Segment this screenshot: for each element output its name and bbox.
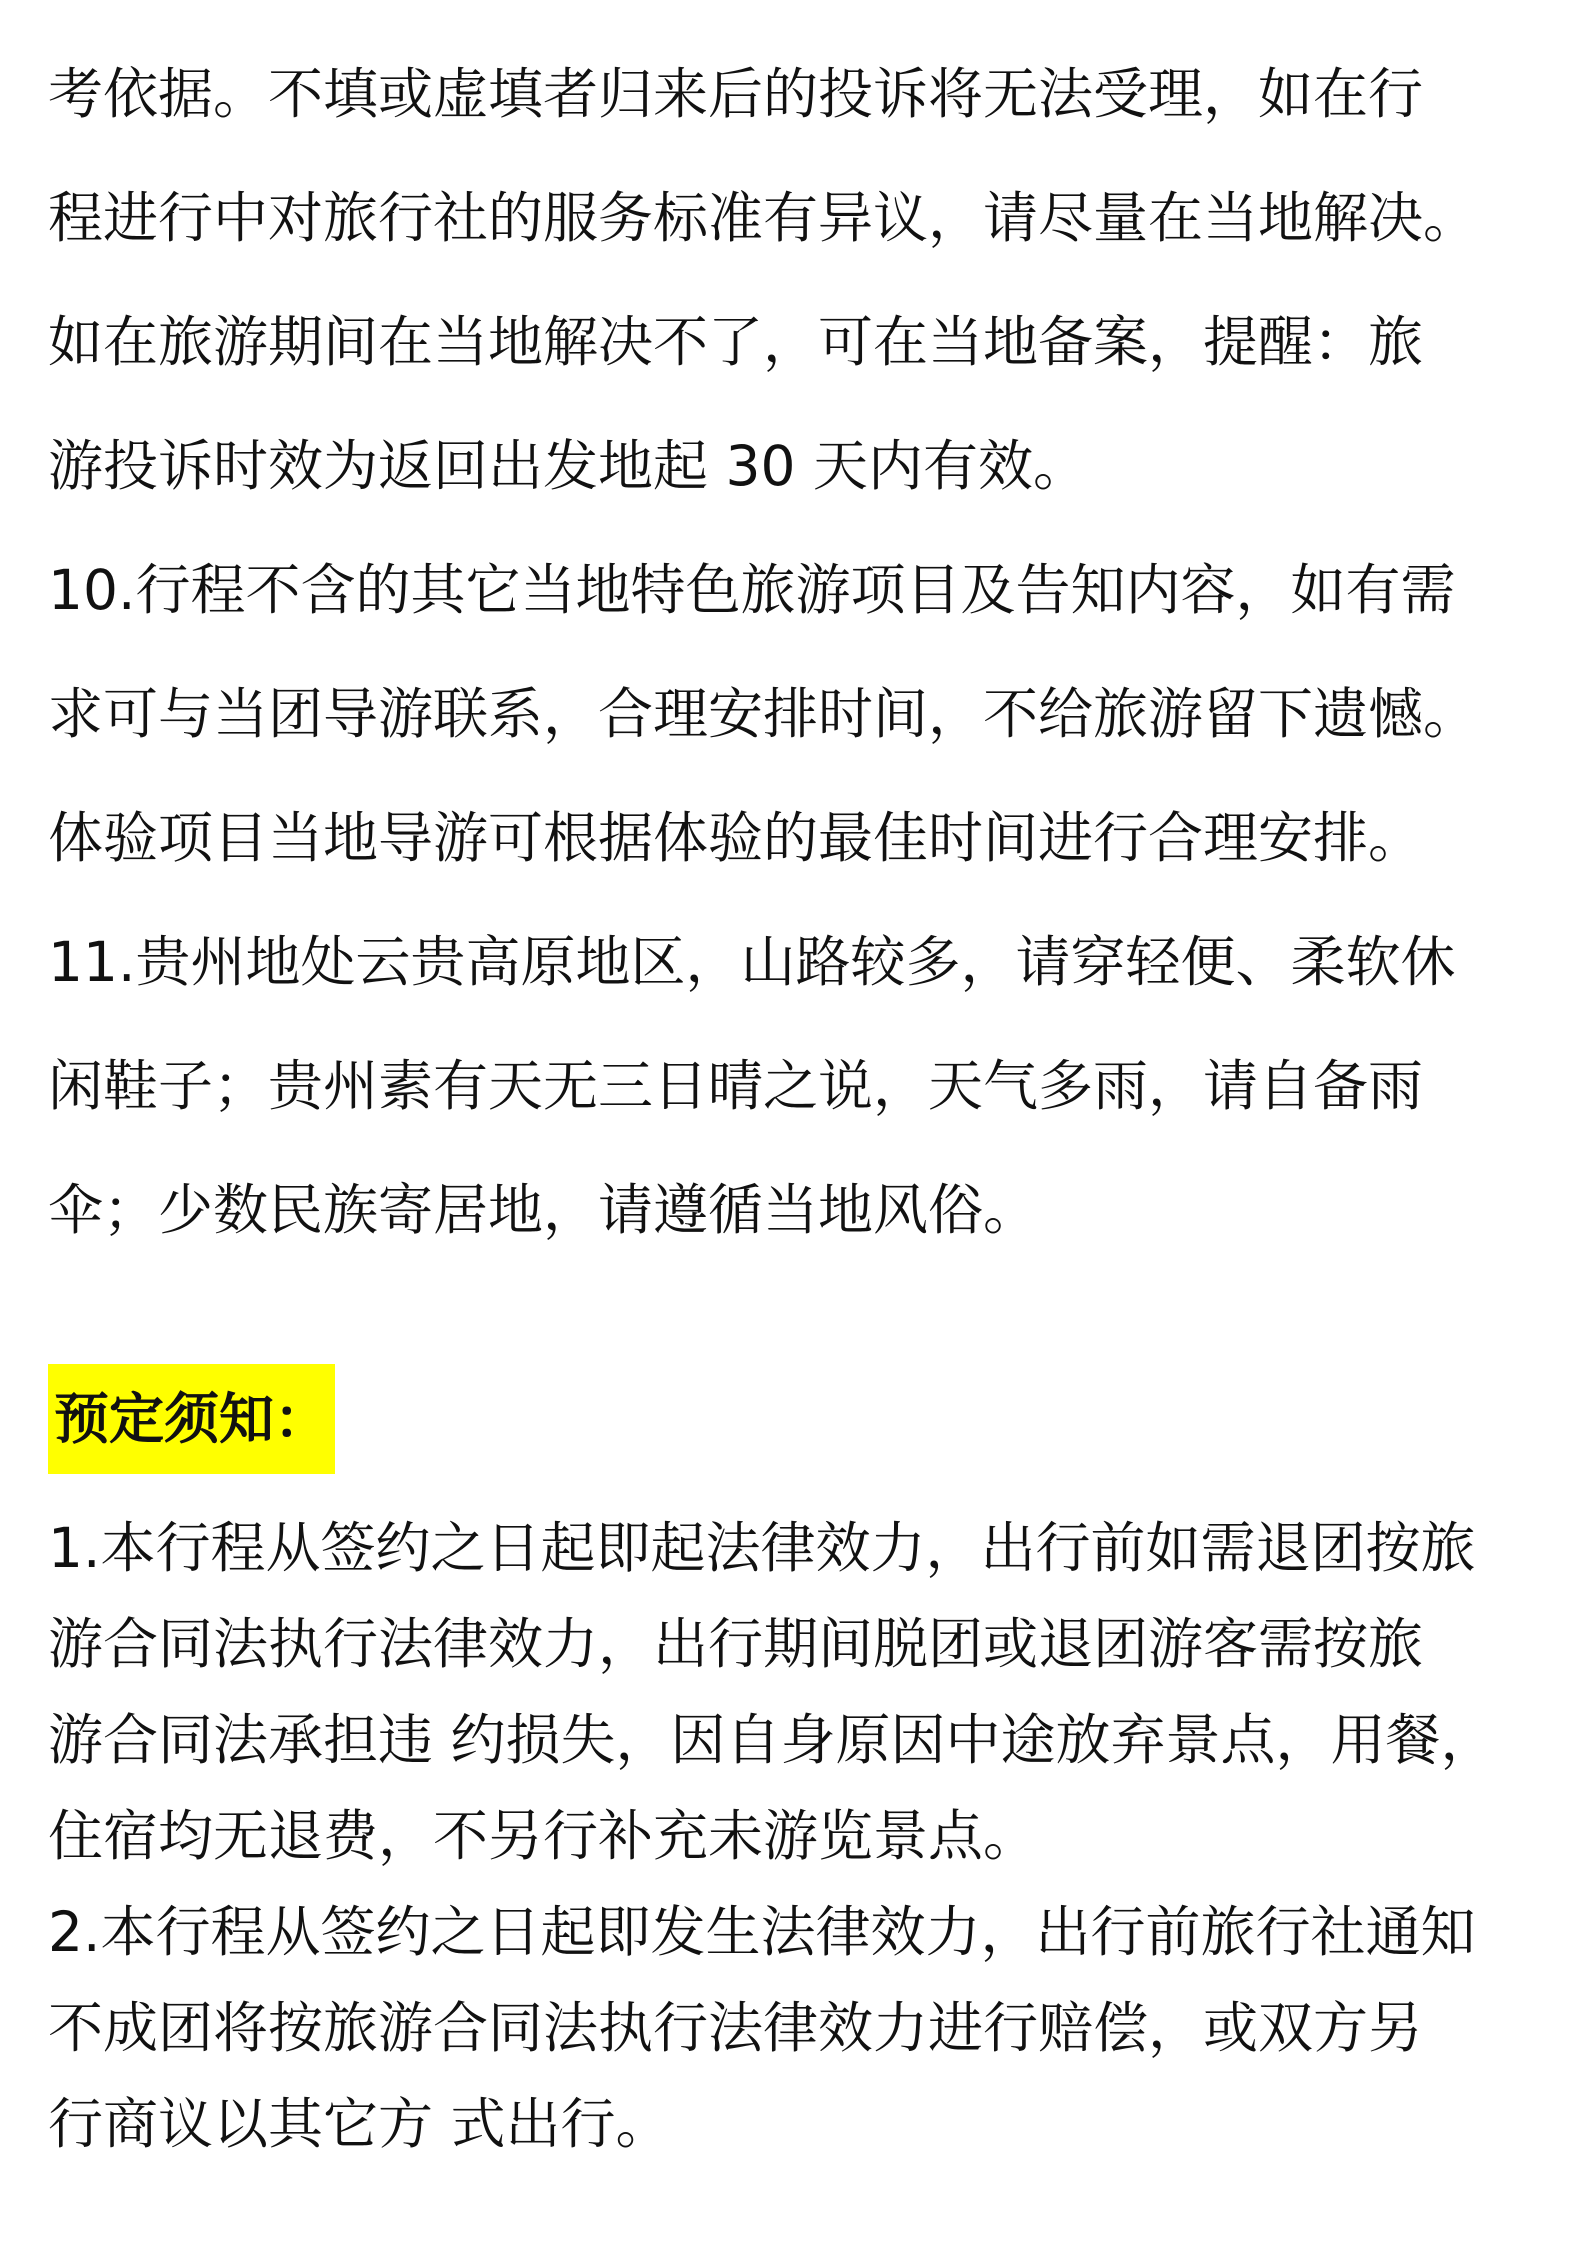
text-line: 不成团将按旅游合同法执行法律效力进行赔偿，或双方另 <box>48 1996 1424 2060</box>
text-line: 住宿均无退费，不另行补充未游览景点。 <box>48 1804 1039 1868</box>
text-line: 10.行程不含的其它当地特色旅游项目及告知内容，如有需 <box>48 558 1456 622</box>
text-line: 伞；少数民族寄居地，请遵循当地风俗。 <box>48 1178 1039 1242</box>
text-line: 考依据。不填或虚填者归来后的投诉将无法受理，如在行 <box>48 62 1424 126</box>
booking-notice-heading: 预定须知： <box>48 1364 335 1474</box>
text-line: 游合同法执行法律效力，出行期间脱团或退团游客需按旅 <box>48 1612 1424 1676</box>
text-line: 游合同法承担违 约损失，因自身原因中途放弃景点，用餐， <box>48 1708 1496 1772</box>
text-line: 体验项目当地导游可根据体验的最佳时间进行合理安排。 <box>48 806 1424 870</box>
text-line: 行商议以其它方 式出行。 <box>48 2092 671 2156</box>
text-line: 求可与当团导游联系，合理安排时间，不给旅游留下遗憾。 <box>48 682 1479 746</box>
text-line: 2.本行程从签约之日起即发生法律效力，出行前旅行社通知 <box>48 1900 1476 1964</box>
text-line: 闲鞋子；贵州素有天无三日晴之说，天气多雨，请自备雨 <box>48 1054 1424 1118</box>
text-line: 11.贵州地处云贵高原地区，山路较多，请穿轻便、柔软休 <box>48 930 1456 994</box>
text-line: 如在旅游期间在当地解决不了，可在当地备案，提醒：旅 <box>48 310 1424 374</box>
text-line: 程进行中对旅行社的服务标准有异议，请尽量在当地解决。 <box>48 186 1479 250</box>
text-line: 游投诉时效为返回出发地起 30 天内有效。 <box>48 434 1088 498</box>
text-line: 1.本行程从签约之日起即起法律效力，出行前如需退团按旅 <box>48 1516 1476 1580</box>
